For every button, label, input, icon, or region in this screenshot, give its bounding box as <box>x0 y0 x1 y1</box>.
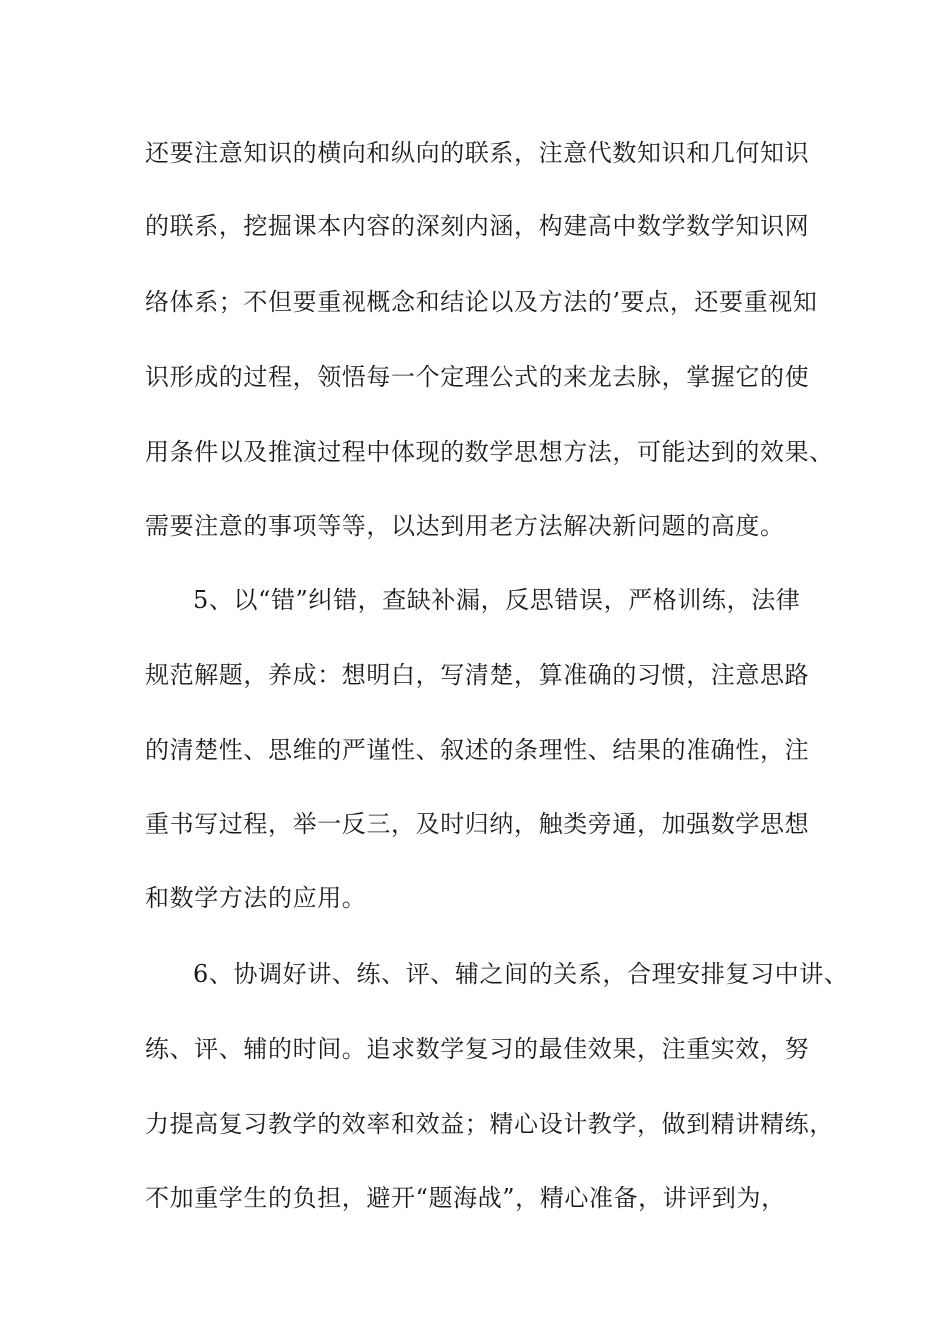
paragraph-5-start: 5、以“错”纠错，查缺补漏，反思错误，严格训练，法律 <box>193 586 801 614</box>
text-line: 识形成的过程，领悟每一个定理公式的来龙去脉，掌握它的使 <box>145 363 810 391</box>
paragraph-6-start: 6、协调好讲、练、评、辅之间的关系，合理安排复习中讲、 <box>193 960 849 988</box>
text-line: 用条件以及推演过程中体现的数学思想方法，可能达到的效果、 <box>145 438 834 466</box>
text-line: 规范解题，养成：想明白，写清楚，算准确的习惯，注意思路 <box>145 661 810 689</box>
text-line: 重书写过程，举一反三，及时归纳，触类旁通，加强数学思想 <box>145 810 810 838</box>
text-line: 需要注意的事项等等，以达到用老方法解决新问题的高度。 <box>145 512 785 540</box>
text-line: 还要注意知识的横向和纵向的联系，注意代数知识和几何知识 <box>145 139 810 167</box>
text-line: 力提高复习教学的效率和效益；精心设计教学，做到精讲精练， <box>145 1110 834 1138</box>
text-line: 的联系，挖掘课本内容的深刻内涵，构建高中数学数学知识网 <box>145 212 810 240</box>
text-line: 练、评、辅的时间。追求数学复习的最佳效果，注重实效，努 <box>145 1035 810 1063</box>
text-line: 和数学方法的应用。 <box>145 884 367 912</box>
text-line: 络体系；不但要重视概念和结论以及方法的’要点，还要重视知 <box>145 288 818 316</box>
text-line: 的清楚性、思维的严谨性、叙述的条理性、结果的准确性，注 <box>145 736 810 764</box>
text-line: 不加重学生的负担，避开“题海战”，精心准备，讲评到为， <box>145 1184 786 1212</box>
